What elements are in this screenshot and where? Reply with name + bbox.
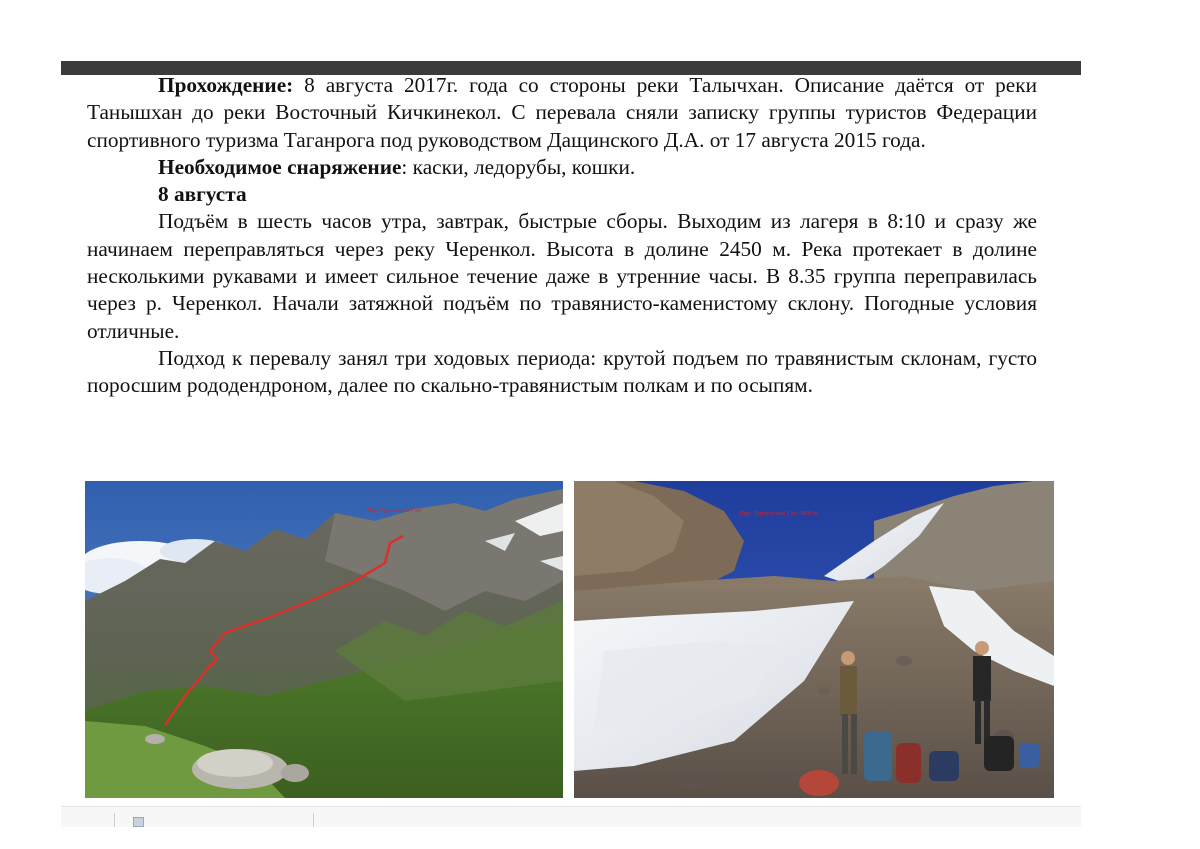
day-heading: 8 августа: [158, 182, 247, 207]
valley-photo-image: [85, 481, 563, 798]
passage-paragraph: [87, 72, 1037, 154]
strip-divider: [114, 813, 115, 827]
body-paragraph-1: Подъём в шесть часов утра, завтрак, быстрые сборы. Выходим из лагеря в 8:10 и сразу же начинаем переправляться через реку Черенкол. Высота в долине 2450 м. Река протекает в долине несколькими рукавами и имеет сильное течение даже в утренние часы. В 8.35 группа переправилась через р. Черенкол. Начали затяжной подъём по травянисто-каменистому склону. Погодные условия отличные.: [87, 209, 1037, 343]
pass-altitude-label: Пер. Туристских Сил 3000 м: [739, 510, 819, 517]
snowfield-photo-image: [574, 481, 1054, 798]
equipment-text: : каски, ледорубы, кошки.: [401, 154, 636, 179]
passage-label: Прохождение:: [158, 73, 294, 97]
document-text: [87, 72, 1037, 400]
page-icon[interactable]: [133, 817, 144, 827]
body-paragraph-2: Подход к перевалу занял три ходовых периода: крутой подъем по травянистым склонам, густо поросшим рододендроном, далее по скально-травянистым полкам и по осыпям.: [87, 345, 1037, 398]
equipment-paragraph: [87, 154, 1037, 181]
passage-text: 8 августа 2017г. года со стороны реки Талычхан. Описание даётся от реки Танышхан до реки Восточный Кичкинекол. С перевала сняли записку группы туристов Федерации спортивного туризма Таганрога под руководством Дащинского Д.А. от 17 августа 2015 года.: [87, 73, 1037, 152]
strip-divider: [313, 813, 314, 827]
equipment-label: Необходимое снаряжение: [158, 154, 402, 179]
viewer-bottom-strip: [61, 806, 1081, 827]
pass-photo-snowfield: [574, 481, 1054, 798]
route-photo-valley: [85, 481, 563, 798]
valley-pass-label: Пер. Туристских Сил: [367, 508, 422, 514]
